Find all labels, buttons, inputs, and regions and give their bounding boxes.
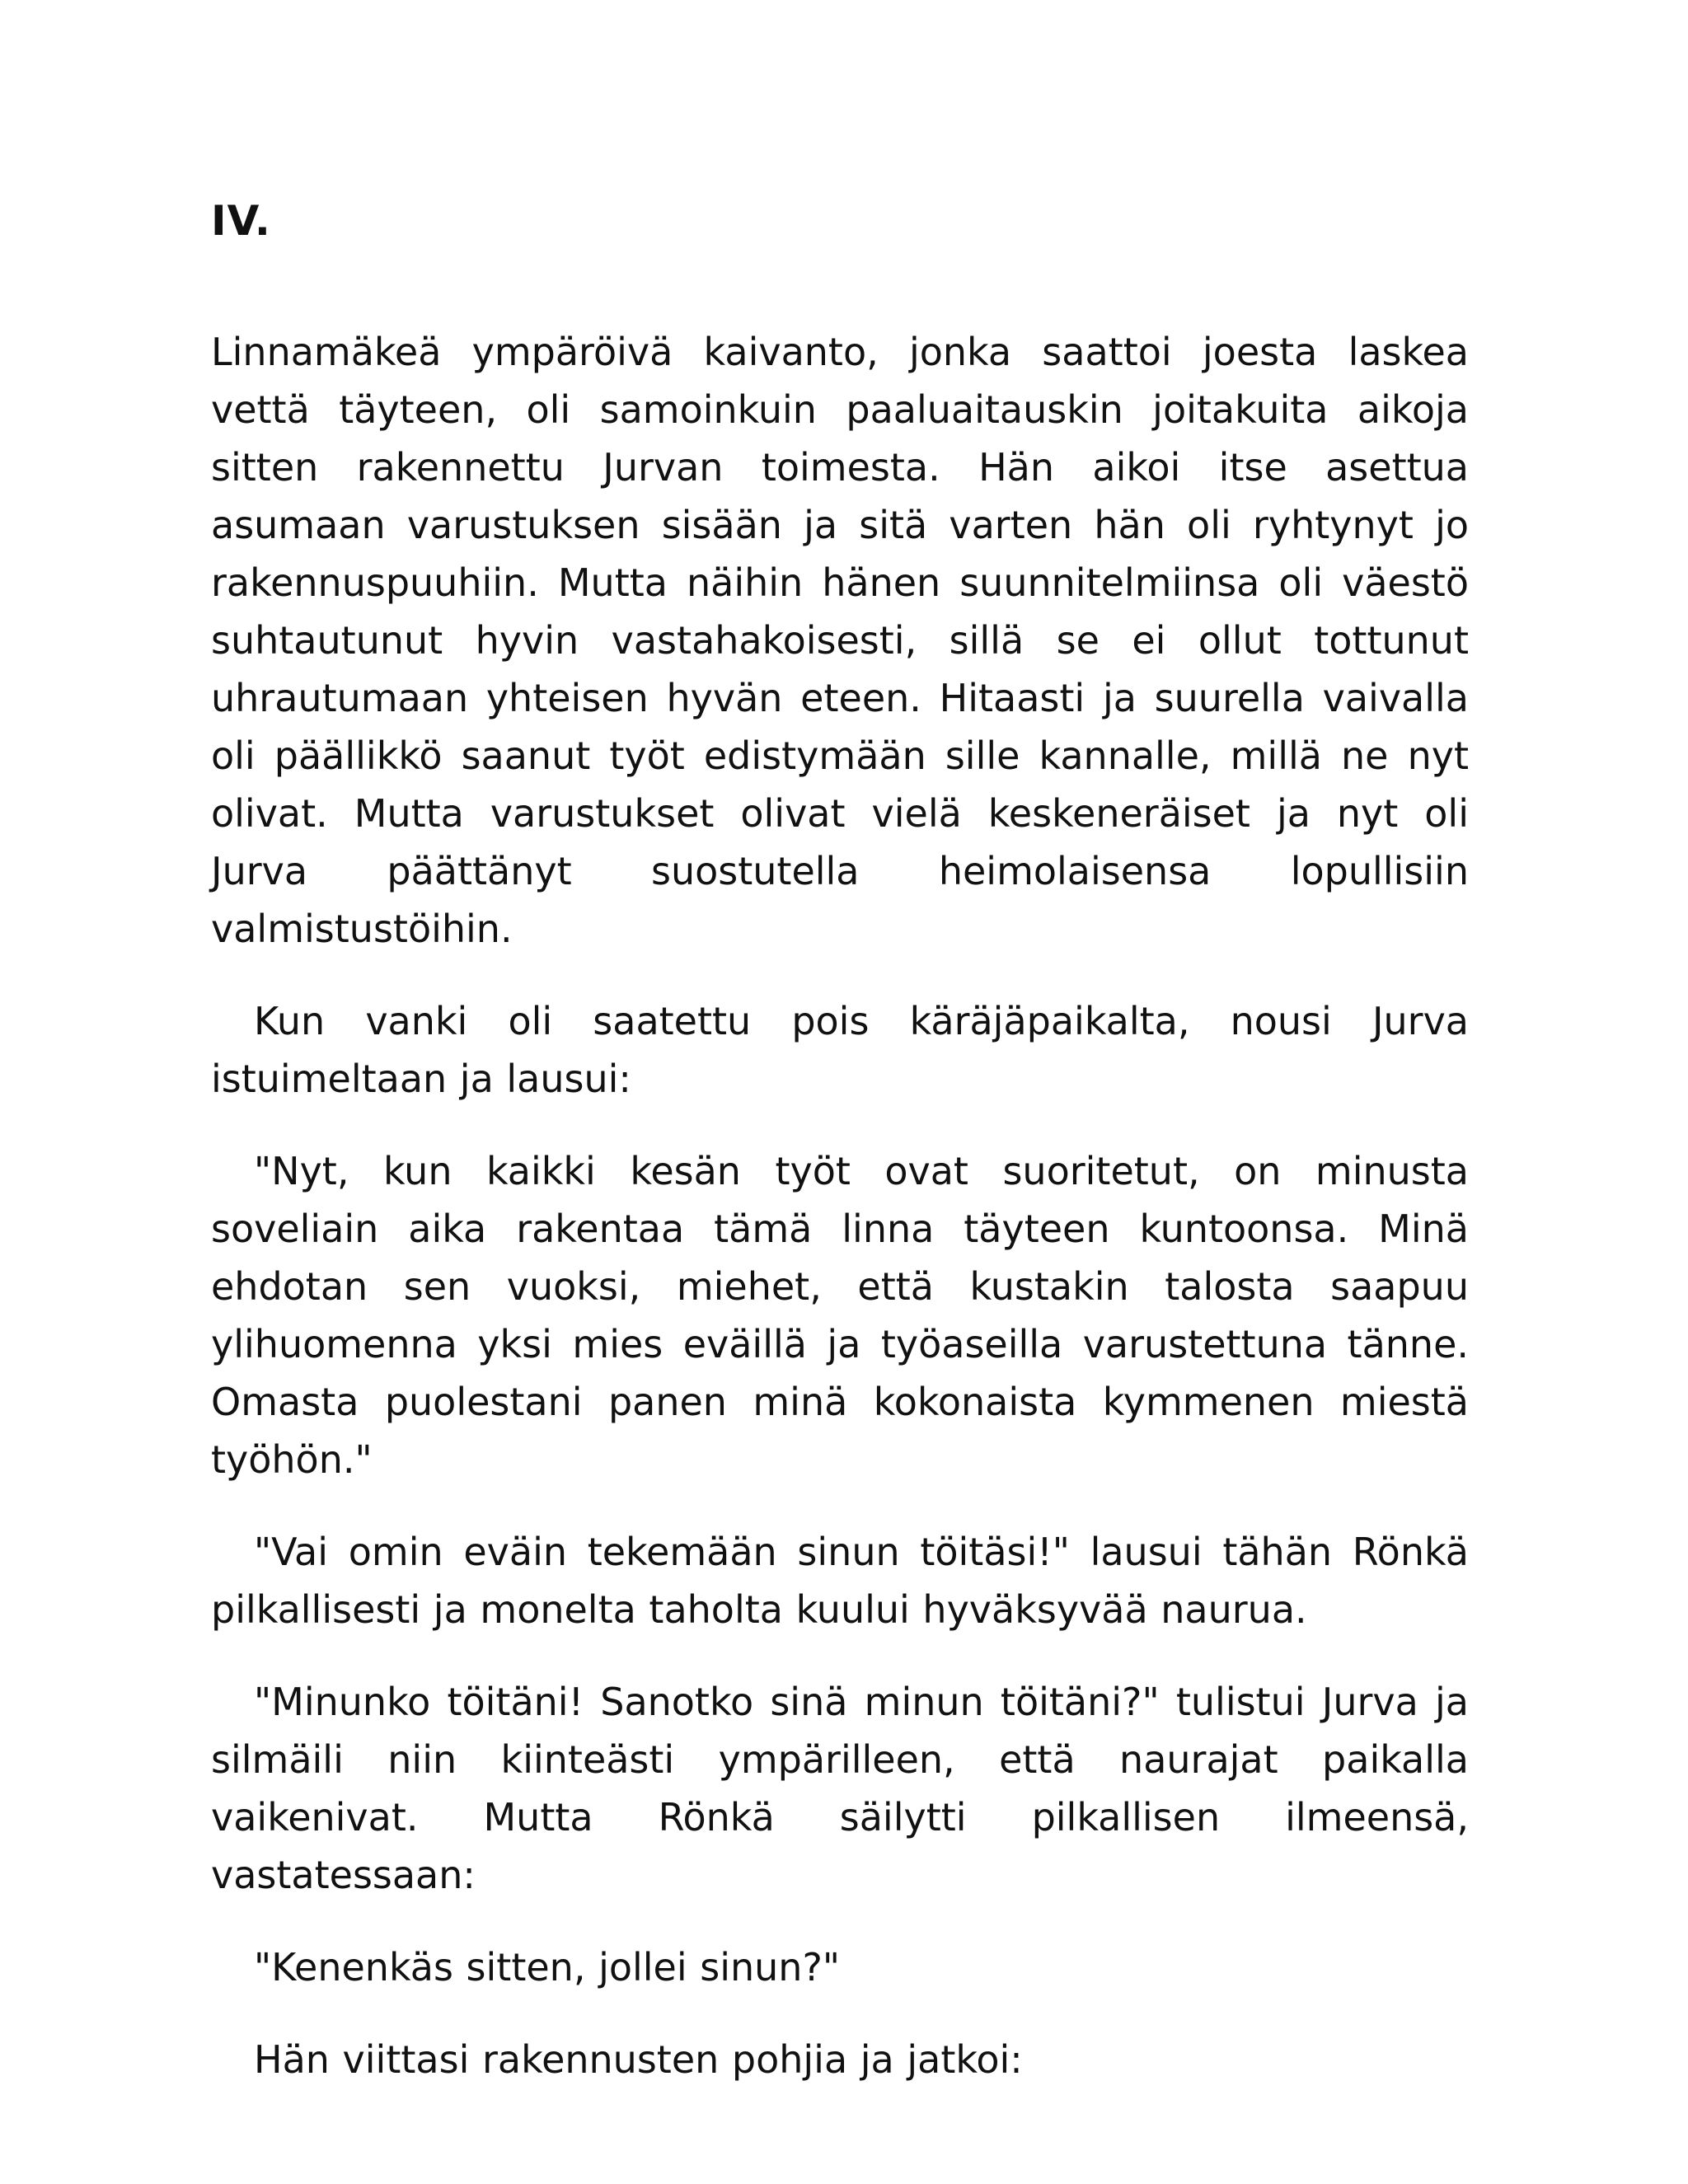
- paragraph-3: "Nyt, kun kaikki kesän työt ovat suoritetut, on minusta soveliain aika rakentaa tämä linna täyteen kuntoonsa. Minä ehdotan sen vuoksi, miehet, että kustakin talosta saapuu ylihuomenna yksi mies eväillä ja työaseilla varustettuna tänne. Omasta puolestani panen minä kokonaista kymmenen miestä työhön.": [211, 1149, 1469, 1482]
- paragraph-7: Hän viittasi rakennusten pohjia ja jatkoi:: [254, 2037, 1023, 2082]
- paragraph-2: Kun vanki oli saatettu pois käräjäpaikalta, nousi Jurva istuimeltaan ja lausui:: [211, 999, 1469, 1101]
- chapter-heading: IV.: [211, 197, 271, 245]
- paragraph-5: "Minunko töitäni! Sanotko sinä minun töitäni?" tulistui Jurva ja silmäili niin kiinteästi ympärilleen, että naurajat paikalla vaikenivat. Mutta Rönkä säilytti pilkallisen ilmeensä, vastatessaan:: [211, 1680, 1469, 1897]
- paragraph-4: "Vai omin eväin tekemään sinun töitäsi!" lausui tähän Rönkä pilkallisesti ja monelta taholta kuului hyväksyvää naurua.: [211, 1530, 1469, 1632]
- document-page: [211, 191, 1469, 2123]
- paragraph-6: "Kenenkäs sitten, jollei sinun?": [254, 1945, 841, 1990]
- paragraph-1: Linnamäkeä ympäröivä kaivanto, jonka saattoi joesta laskea vettä täyteen, oli samoinkuin paaluaitauskin joitakuita aikoja sitten rakennettu Jurvan toimesta. Hän aikoi itse asettua asumaan varustuksen sisään ja sitä varten hän oli ryhtynyt jo rakennuspuuhiin. Mutta näihin hänen suunnitelmiinsa oli väestö suhtautunut hyvin vastahakoisesti, sillä se ei ollut tottunut uhrautumaan yhteisen hyvän eteen. Hitaasti ja suurella vaivalla oli päällikkö saanut työt edistymään sille kannalle, millä ne nyt olivat. Mutta varustukset olivat vielä keskeneräiset ja nyt oli Jurva päättänyt suostutella heimolaisensa lopullisiin valmistustöihin.: [211, 330, 1469, 951]
